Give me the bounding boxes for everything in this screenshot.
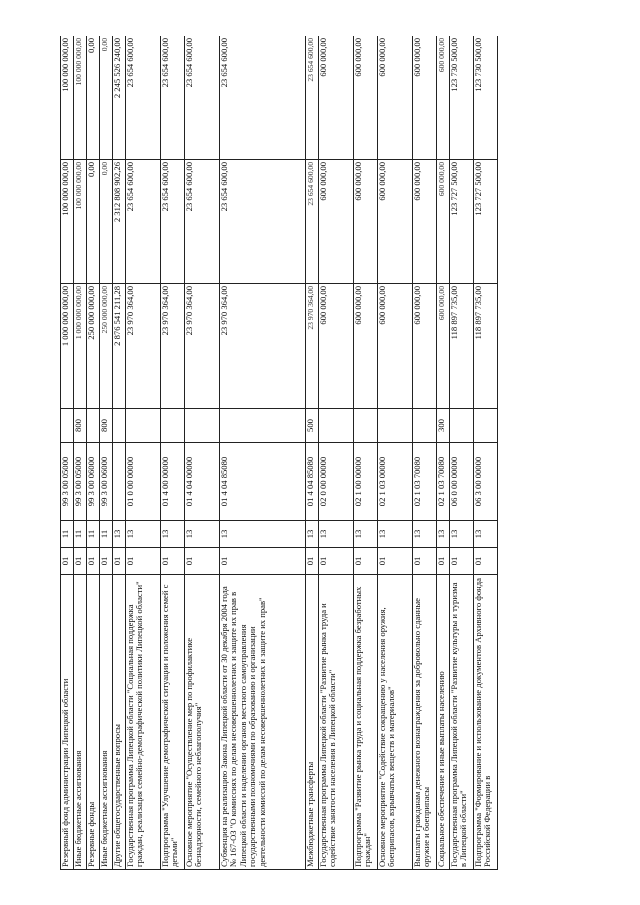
expense-type-cell: 500 [306, 409, 319, 443]
target-article-cell: 99 3 00 05000 [61, 443, 74, 521]
section-code-cell: 01 [306, 548, 319, 575]
subsection-code-cell: 13 [450, 521, 474, 548]
target-article-cell: 01 0 00 00000 [126, 443, 161, 521]
expense-type-cell [413, 409, 437, 443]
subsection-code-cell: 11 [74, 521, 87, 548]
section-code-cell: 01 [437, 548, 450, 575]
subsection-code-cell: 13 [126, 521, 161, 548]
section-code-cell: 01 [319, 548, 354, 575]
subsection-code-cell: 13 [220, 521, 306, 548]
target-article-cell: 99 3 00 06000 [87, 443, 100, 521]
subsection-code-cell: 13 [319, 521, 354, 548]
amount-year-2-cell: 23 654 600,00 [306, 160, 319, 284]
amount-year-3-cell: 600 000,00 [378, 36, 413, 160]
row-name-cell: Государственная программа Липецкой области "Социальная поддержка граждан, реализация семейно-демографической политики Липецкой области" [126, 575, 161, 870]
amount-year-3-cell: 123 730 500,00 [474, 36, 498, 160]
amount-year-2-cell: 123 727 500,00 [450, 160, 474, 284]
table-row [474, 36, 498, 870]
section-code-cell: 01 [113, 548, 126, 575]
subsection-code-cell: 11 [87, 521, 100, 548]
amount-year-1-cell: 118 897 735,00 [450, 284, 474, 409]
amount-year-3-cell: 0,00 [100, 36, 113, 160]
expense-type-cell: 800 [74, 409, 87, 443]
amount-year-1-cell: 250 000 000,00 [100, 284, 113, 409]
amount-year-2-cell: 600 000,00 [413, 160, 437, 284]
target-article-cell [113, 443, 126, 521]
amount-year-3-cell: 23 654 600,00 [185, 36, 220, 160]
row-name-cell: Иные бюджетные ассигнования [74, 575, 87, 870]
expense-type-cell [61, 409, 74, 443]
amount-year-1-cell: 1 000 000 000,00 [61, 284, 74, 409]
amount-year-3-cell: 123 730 500,00 [450, 36, 474, 160]
row-name-cell: Выплаты гражданам денежного вознаграждения за добровольно сданные оружие и боеприпасы [413, 575, 437, 870]
amount-year-3-cell: 600 000,00 [319, 36, 354, 160]
expense-type-cell: 800 [100, 409, 113, 443]
subsection-code-cell: 11 [100, 521, 113, 548]
expense-type-cell [185, 409, 220, 443]
amount-year-1-cell: 23 970 364,00 [185, 284, 220, 409]
table-row [87, 36, 100, 870]
table-row [113, 36, 126, 870]
subsection-code-cell: 11 [61, 521, 74, 548]
amount-year-1-cell: 600 000,00 [413, 284, 437, 409]
table-row [185, 36, 220, 870]
target-article-cell: 01 4 04 85080 [220, 443, 306, 521]
subsection-code-cell: 13 [437, 521, 450, 548]
section-code-cell: 01 [100, 548, 113, 575]
amount-year-1-cell: 23 970 364,00 [220, 284, 306, 409]
table-row [378, 36, 413, 870]
expense-type-cell [87, 409, 100, 443]
amount-year-3-cell: 600 000,00 [437, 36, 450, 160]
row-name-cell: Другие общегосударственные вопросы [113, 575, 126, 870]
section-code-cell: 01 [61, 548, 74, 575]
table-row [161, 36, 185, 870]
row-name-cell: Социальное обеспечение и иные выплаты населению [437, 575, 450, 870]
row-name-cell: Подпрограмма "Развитие рынка труда и социальная поддержка безработных граждан" [354, 575, 378, 870]
amount-year-3-cell: 100 000 000,00 [74, 36, 87, 160]
section-code-cell: 01 [185, 548, 220, 575]
amount-year-1-cell: 23 970 364,00 [126, 284, 161, 409]
row-name-cell: Государственная программа Липецкой области "Развитие культуры и туризма в Липецкой области" [450, 575, 474, 870]
amount-year-3-cell: 23 654 600,00 [306, 36, 319, 160]
amount-year-2-cell: 0,00 [100, 160, 113, 284]
expense-type-cell [161, 409, 185, 443]
amount-year-1-cell: 1 000 000 000,00 [74, 284, 87, 409]
subsection-code-cell: 13 [413, 521, 437, 548]
budget-table [60, 36, 498, 870]
row-name-cell: Подпрограмма "Формирование и использование документов Архивного фонда Российской Федерации в [474, 575, 498, 870]
row-name-cell: Иные бюджетные ассигнования [100, 575, 113, 870]
target-article-cell: 01 4 04 00000 [185, 443, 220, 521]
amount-year-1-cell: 600 000,00 [378, 284, 413, 409]
row-name-cell: Основное мероприятие "Осуществление мер по профилактике безнадзорности, семейного неблагополучия" [185, 575, 220, 870]
subsection-code-cell: 13 [354, 521, 378, 548]
target-article-cell: 02 0 00 00000 [319, 443, 354, 521]
amount-year-3-cell: 0,00 [87, 36, 100, 160]
subsection-code-cell: 13 [306, 521, 319, 548]
row-name-cell: Резервные фонды [87, 575, 100, 870]
section-code-cell: 01 [413, 548, 437, 575]
amount-year-1-cell: 600 000,00 [319, 284, 354, 409]
expense-type-cell [126, 409, 161, 443]
row-name-cell: Резервный фонд администрации Липецкой области [61, 575, 74, 870]
amount-year-2-cell: 123 727 500,00 [474, 160, 498, 284]
table-row [319, 36, 354, 870]
section-code-cell: 01 [354, 548, 378, 575]
section-code-cell: 01 [220, 548, 306, 575]
table-row [61, 36, 74, 870]
subsection-code-cell: 13 [161, 521, 185, 548]
amount-year-3-cell: 100 000 000,00 [61, 36, 74, 160]
target-article-cell: 01 4 04 85080 [306, 443, 319, 521]
expense-type-cell [450, 409, 474, 443]
amount-year-3-cell: 600 000,00 [413, 36, 437, 160]
expense-type-cell [220, 409, 306, 443]
subsection-code-cell: 13 [113, 521, 126, 548]
table-row [354, 36, 378, 870]
amount-year-2-cell: 23 654 600,00 [126, 160, 161, 284]
row-name-cell: Субвенция на реализацию Закона Липецкой области от 30 декабря 2004 года № 167-ОЗ "О комиссиях по делам несовершеннолетних и защите их прав в Липецкой области и наделении органов местного самоуправления государственными полномочиями по образованию и организации деятельности комиссий по делам несовершеннолетних и защите их прав" [220, 575, 306, 870]
expense-type-cell [319, 409, 354, 443]
section-code-cell: 01 [378, 548, 413, 575]
target-article-cell: 99 3 00 06000 [100, 443, 113, 521]
amount-year-1-cell: 250 000 000,00 [87, 284, 100, 409]
section-code-cell: 01 [450, 548, 474, 575]
expense-type-cell [378, 409, 413, 443]
amount-year-3-cell: 23 654 600,00 [220, 36, 306, 160]
amount-year-2-cell: 23 654 600,00 [185, 160, 220, 284]
budget-table-container [60, 36, 578, 870]
expense-type-cell [113, 409, 126, 443]
expense-type-cell [474, 409, 498, 443]
amount-year-2-cell: 2 312 808 902,26 [113, 160, 126, 284]
section-code-cell: 01 [126, 548, 161, 575]
target-article-cell: 06 0 00 00000 [450, 443, 474, 521]
amount-year-1-cell: 2 876 541 211,28 [113, 284, 126, 409]
table-row [74, 36, 87, 870]
amount-year-2-cell: 600 000,00 [319, 160, 354, 284]
amount-year-2-cell: 600 000,00 [354, 160, 378, 284]
expense-type-cell [354, 409, 378, 443]
amount-year-1-cell: 118 897 735,00 [474, 284, 498, 409]
amount-year-1-cell: 23 970 364,00 [306, 284, 319, 409]
expense-type-cell: 300 [437, 409, 450, 443]
table-row [450, 36, 474, 870]
amount-year-2-cell: 100 000 000,00 [74, 160, 87, 284]
amount-year-3-cell: 23 654 600,00 [126, 36, 161, 160]
amount-year-3-cell: 23 654 600,00 [161, 36, 185, 160]
target-article-cell: 02 1 03 70080 [413, 443, 437, 521]
target-article-cell: 01 4 00 00000 [161, 443, 185, 521]
target-article-cell: 02 1 03 00000 [378, 443, 413, 521]
table-row [306, 36, 319, 870]
amount-year-2-cell: 600 000,00 [378, 160, 413, 284]
amount-year-1-cell: 600 000,00 [437, 284, 450, 409]
amount-year-2-cell: 23 654 600,00 [220, 160, 306, 284]
section-code-cell: 01 [161, 548, 185, 575]
table-row [437, 36, 450, 870]
target-article-cell: 06 3 00 00000 [474, 443, 498, 521]
amount-year-3-cell: 600 000,00 [354, 36, 378, 160]
row-name-cell: Подпрограмма "Улучшение демографической ситуации и положения семей с детьми" [161, 575, 185, 870]
amount-year-1-cell: 23 970 364,00 [161, 284, 185, 409]
amount-year-1-cell: 600 000,00 [354, 284, 378, 409]
subsection-code-cell: 13 [474, 521, 498, 548]
target-article-cell: 02 1 03 70080 [437, 443, 450, 521]
subsection-code-cell: 13 [378, 521, 413, 548]
section-code-cell: 01 [474, 548, 498, 575]
table-row [220, 36, 306, 870]
row-name-cell: Межбюджетные трансферты [306, 575, 319, 870]
row-name-cell: Основное мероприятие "Содействие сокращению у населения оружия, боеприпасов, взрывчатых веществ и материалов" [378, 575, 413, 870]
section-code-cell: 01 [87, 548, 100, 575]
amount-year-3-cell: 2 245 526 240,00 [113, 36, 126, 160]
table-row [413, 36, 437, 870]
row-name-cell: Государственная программа Липецкой области "Развитие рынка труда и содействие занятости населения в Липецкой области" [319, 575, 354, 870]
target-article-cell: 02 1 00 00000 [354, 443, 378, 521]
subsection-code-cell: 13 [185, 521, 220, 548]
amount-year-2-cell: 600 000,00 [437, 160, 450, 284]
amount-year-2-cell: 0,00 [87, 160, 100, 284]
rotated-page [60, 36, 578, 870]
amount-year-2-cell: 23 654 600,00 [161, 160, 185, 284]
amount-year-2-cell: 100 000 000,00 [61, 160, 74, 284]
table-row [100, 36, 113, 870]
target-article-cell: 99 3 00 05000 [74, 443, 87, 521]
section-code-cell: 01 [74, 548, 87, 575]
table-row [126, 36, 161, 870]
